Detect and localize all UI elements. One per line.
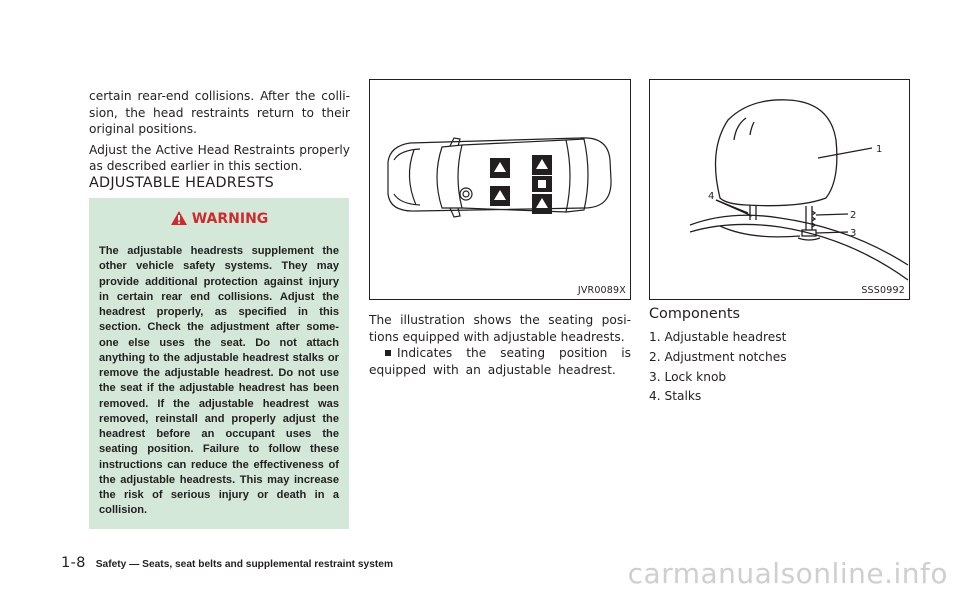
- figure-caption: The illustration shows the seating posi-tions equipped with adjustable headrests.: [369, 313, 631, 344]
- watermark: carmanualsonline.info: [627, 557, 948, 590]
- headrest-components-figure: [649, 79, 910, 300]
- list-item: 3. Lock knob: [649, 369, 727, 384]
- callout-3: 3: [850, 228, 857, 239]
- warning-body: The adjustable headrests supplement the other vehicle safety systems. They may provide additional protection against injury in certain rear end collisions. Adjust the headrest properly, as specified in this section. Check the adjustment after some-one else uses the seat. Do not attach anything to the adjustable headrest stalks or remove the adjustable headrest. Do not use the seat if the adjustable headrest has been removed. If the adjustable headrest was removed, reinstall and properly adjust the headrest before an occupant uses the seating position. Failure to follow these instructions can reduce the effectiveness of the adjustable headrests. This may increase the risk of serious injury or death in a collision.: [99, 245, 339, 517]
- body-text-column: [89, 88, 350, 175]
- page-number: 1-8: [61, 554, 86, 571]
- figure-code: SSS0992: [861, 285, 905, 296]
- legend-text: Indicates the seating position is equipped with an adjustable headrest.: [369, 346, 631, 377]
- warning-box: [89, 198, 349, 529]
- figure-code: JVR0089X: [577, 285, 626, 296]
- headrest-illustration: [650, 80, 909, 299]
- square-marker-icon: [385, 350, 391, 356]
- warning-triangle-icon: [170, 210, 188, 226]
- components-list: [649, 328, 787, 407]
- legend-paragraph: [369, 345, 631, 378]
- callout-4: 4: [708, 191, 715, 202]
- car-top-view-illustration: [370, 80, 630, 299]
- list-item: 1. Adjustable headrest: [649, 330, 787, 344]
- callout-2: 2: [850, 210, 857, 221]
- footer-section-title: Safety — Seats, seat belts and supplemental restraint system: [95, 559, 393, 570]
- list-item: 2. Adjustment notches: [649, 349, 787, 364]
- intro-paragraph: certain rear-end collisions. After the colli-sion, the head restraints return to their original positions.: [89, 89, 350, 137]
- callout-1: 1: [876, 144, 883, 155]
- list-item: 4. Stalks: [649, 389, 702, 404]
- section-heading: ADJUSTABLE HEADRESTS: [89, 175, 274, 191]
- seating-position-figure: [369, 79, 631, 300]
- warning-header: [89, 210, 349, 227]
- page-footer: [61, 552, 393, 571]
- adjust-paragraph: Adjust the Active Head Restraints properly as described earlier in this section.: [89, 142, 350, 174]
- components-title: Components: [649, 306, 741, 322]
- figure-caption-column: [369, 312, 631, 378]
- warning-title: WARNING: [191, 211, 269, 227]
